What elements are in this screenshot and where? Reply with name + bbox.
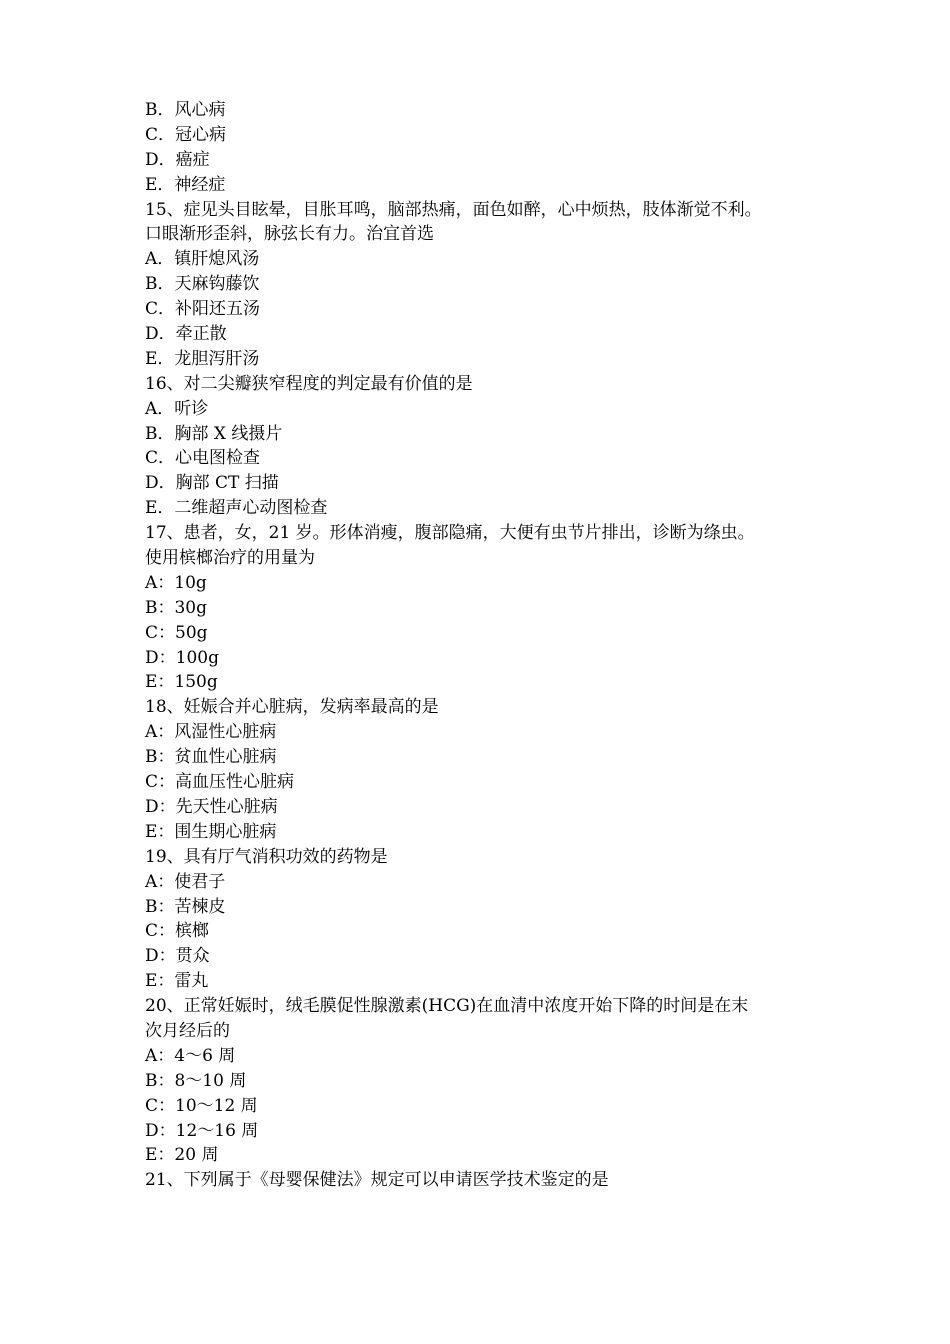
question-19: 19、具有厅气消积功效的药物是 [145, 846, 388, 867]
question-15-line-1: 15、症见头目眩晕，目胀耳鸣，脑部热痛，面色如醉，心中烦热，肢体渐觉不利。 [145, 199, 762, 220]
q17-option-b: B：30g [145, 597, 208, 618]
question-20-line-2: 次月经后的 [145, 1020, 230, 1041]
q18-option-a: A：风湿性心脏病 [145, 722, 277, 743]
q18-option-b: B：贫血性心脏病 [145, 747, 277, 768]
q16-option-d: D．胸部 CT 扫描 [145, 473, 279, 494]
document-page [145, 98, 810, 1193]
question-15-line-2: 口眼渐形歪斜，脉弦长有力。治宜首选 [145, 224, 434, 245]
q17-option-d: D：100g [145, 647, 219, 668]
q16-option-e: E．二维超声心动图检查 [145, 498, 328, 519]
q19-option-e: E：雷丸 [145, 971, 209, 992]
q20-option-b: B：8～10 周 [145, 1070, 247, 1091]
q17-option-a: A：10g [145, 572, 207, 593]
q15-option-b: B．天麻钩藤饮 [145, 274, 260, 295]
q19-option-c: C：槟榔 [145, 921, 210, 942]
option-e-line: E．神经症 [145, 174, 226, 195]
q20-option-d: D：12～16 周 [145, 1120, 259, 1141]
q20-option-c: C：10～12 周 [145, 1095, 258, 1116]
question-20-line-1: 20、正常妊娠时，绒毛膜促性腺激素(HCG)在血清中浓度开始下降的时间是在末 [145, 996, 749, 1017]
q16-option-c: C．心电图检查 [145, 448, 261, 469]
q15-option-d: D．牵正散 [145, 324, 227, 345]
q16-option-a: A．听诊 [145, 398, 209, 419]
q15-option-a: A．镇肝熄风汤 [145, 249, 260, 270]
q17-option-e: E：150g [145, 672, 218, 693]
q16-option-b: B．胸部 X 线摄片 [145, 423, 283, 444]
q19-option-b: B：苦楝皮 [145, 896, 226, 917]
option-b-line: B．风心病 [145, 100, 226, 120]
question-17-line-2: 使用槟榔治疗的用量为 [145, 548, 315, 569]
option-d-line: D．癌症 [145, 149, 210, 170]
q18-option-e: E：围生期心脏病 [145, 821, 277, 842]
q20-option-a: A：4～6 周 [145, 1045, 236, 1066]
question-18: 18、妊娠合并心脏病，发病率最高的是 [145, 697, 439, 718]
question-17-line-1: 17、患者，女，21 岁。形体消瘦，腹部隐痛，大便有虫节片排出，诊断为绦虫。 [145, 523, 755, 544]
question-21: 21、下列属于《母婴保健法》规定可以申请医学技术鉴定的是 [145, 1170, 609, 1191]
q20-option-e: E：20 周 [145, 1145, 219, 1166]
option-c-line: C．冠心病 [145, 124, 227, 145]
q18-option-d: D：先天性心脏病 [145, 796, 278, 817]
q15-option-c: C．补阳还五汤 [145, 299, 261, 320]
q15-option-e: E．龙胆泻肝汤 [145, 348, 260, 369]
q19-option-d: D：贯众 [145, 946, 210, 967]
question-16: 16、对二尖瓣狭窄程度的判定最有价值的是 [145, 373, 473, 394]
q17-option-c: C：50g [145, 622, 208, 643]
q18-option-c: C：高血压性心脏病 [145, 772, 295, 793]
q19-option-a: A：使君子 [145, 871, 226, 892]
